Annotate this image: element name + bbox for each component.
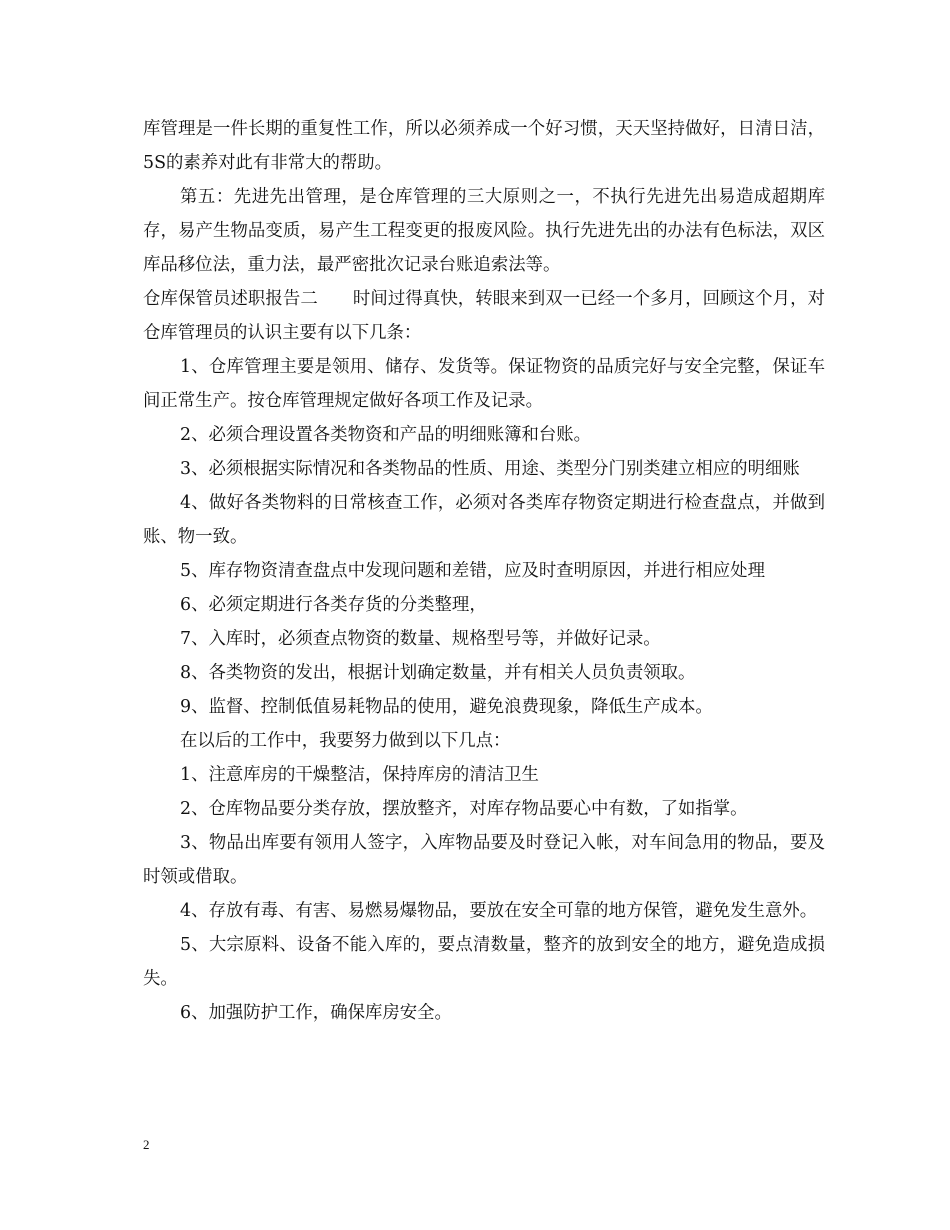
paragraph-16: 3、物品出库要有领用人签字，入库物品要及时登记入帐，对车间急用的物品，要及时领或借取。	[143, 833, 825, 887]
paragraph-6: 3、必须根据实际情况和各类物品的性质、用途、类型分门别类建立相应的明细账	[180, 459, 800, 479]
paragraph-3: 仓库保管员述职报告二 时间过得真快，转眼来到双一已经一个多月，回顾这个月，对仓库管理员的认识主要有以下几条：	[143, 289, 825, 343]
paragraph-18: 5、大宗原料、设备不能入库的，要点清数量，整齐的放到安全的地方，避免造成损失。	[143, 935, 825, 989]
page-number: 2	[143, 1137, 150, 1152]
paragraph-9: 6、必须定期进行各类存货的分类整理，	[180, 595, 487, 615]
paragraph-15: 2、仓库物品要分类存放，摆放整齐，对库存物品要心中有数，了如指掌。	[180, 799, 748, 819]
paragraph-2: 第五：先进先出管理，是仓库管理的三大原则之一，不执行先进先出易造成超期库存，易产生物品变质，易产生工程变更的报废风险。执行先进先出的办法有色标法，双区库品移位法，重力法，最严密批次记录台账追索法等。	[143, 187, 825, 275]
paragraph-12: 9、监督、控制低值易耗物品的使用，避免浪费现象，降低生产成本。	[180, 697, 713, 717]
document-body	[143, 112, 825, 1030]
paragraph-14: 1、注意库房的干燥整洁，保持库房的清洁卫生	[180, 765, 539, 785]
paragraph-17: 4、存放有毒、有害、易燃易爆物品，要放在安全可靠的地方保管，避免发生意外。	[180, 901, 818, 921]
paragraph-19: 6、加强防护工作，确保库房安全。	[180, 1003, 452, 1023]
paragraph-11: 8、各类物资的发出，根据计划确定数量，并有相关人员负责领取。	[180, 663, 696, 683]
paragraph-4: 1、仓库管理主要是领用、储存、发货等。保证物资的品质完好与安全完整，保证车间正常生产。按仓库管理规定做好各项工作及记录。	[143, 357, 825, 411]
paragraph-1: 库管理是一件长期的重复性工作，所以必须养成一个好习惯，天天坚持做好，日清日洁，5S的素养对此有非常大的帮助。	[143, 119, 825, 173]
paragraph-13: 在以后的工作中，我要努力做到以下几点：	[180, 731, 511, 751]
paragraph-5: 2、必须合理设置各类物资和产品的明细账簿和台账。	[180, 425, 592, 445]
paragraph-8: 5、库存物资清查盘点中发现问题和差错，应及时查明原因，并进行相应处理	[180, 561, 765, 581]
paragraph-7: 4、做好各类物料的日常核查工作，必须对各类库存物资定期进行检查盘点，并做到账、物一致。	[143, 493, 825, 547]
paragraph-10: 7、入库时，必须查点物资的数量、规格型号等，并做好记录。	[180, 629, 661, 649]
